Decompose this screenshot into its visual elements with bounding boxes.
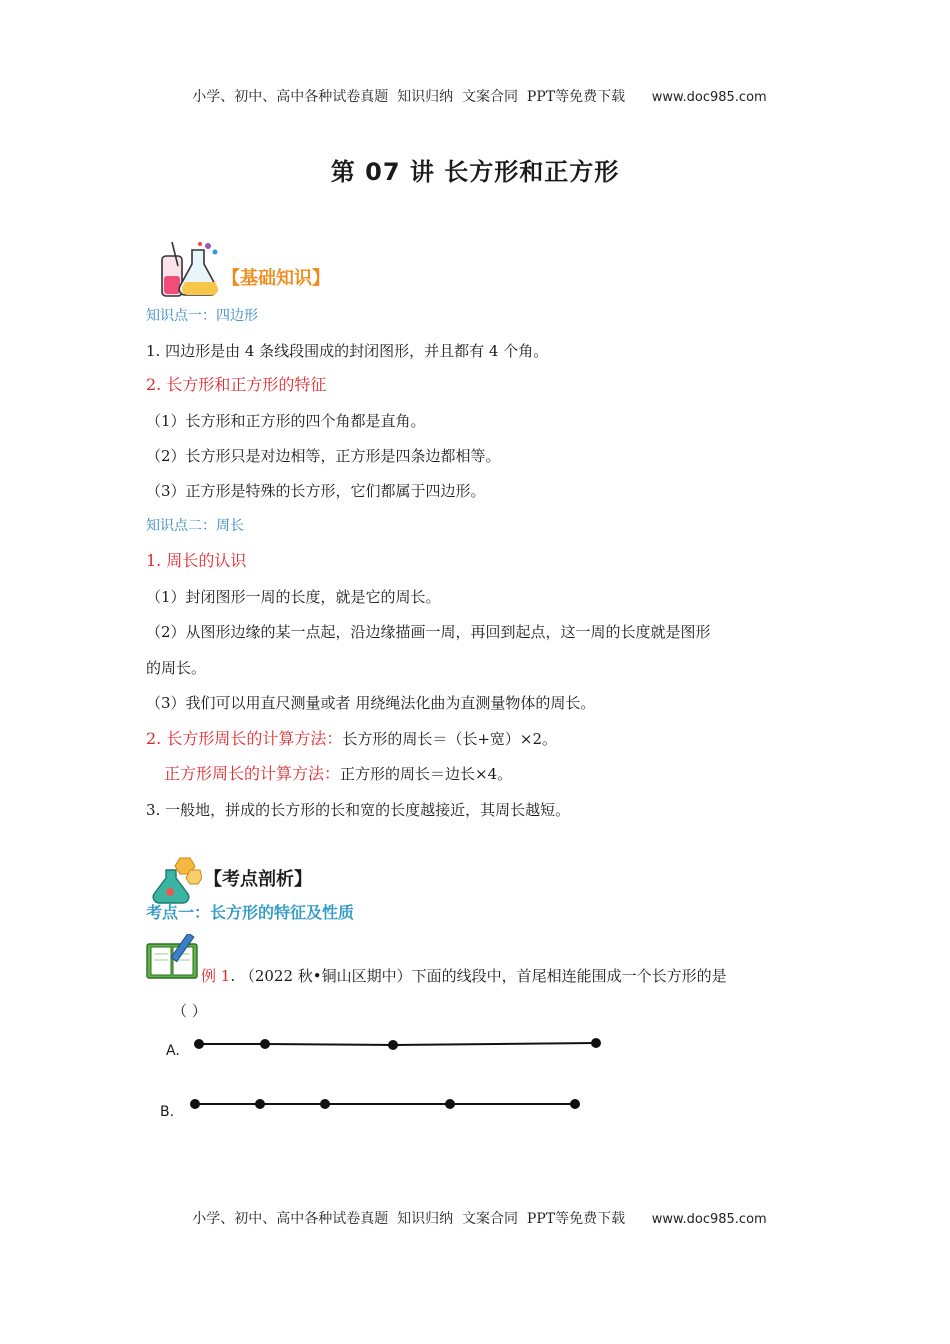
kp1-subtitle: 2. 长方形和正方形的特征 — [146, 375, 327, 394]
rect-perimeter-label: 2. 长方形周长的计算方法： — [146, 729, 343, 748]
option-b-point — [320, 1099, 330, 1109]
kp1-line1: 1. 四边形是由 4 条线段围成的封闭图形，并且都有 4 个角。 — [146, 342, 549, 360]
kp2-subtitle: 1. 周长的认识 — [146, 551, 247, 570]
option-b-point — [570, 1099, 580, 1109]
option-b-point — [190, 1099, 200, 1109]
kp2-label: 知识点二：周长 — [146, 518, 244, 534]
header-text: 小学、初中、高中各种试卷真题 知识归纳 文案合同 PPT等免费下载 — [192, 89, 626, 105]
kp1-item: （1）长方形和正方形的四个角都是直角。 — [146, 412, 426, 430]
kp2-item: （1）封闭图形一周的长度，就是它的周长。 — [146, 588, 441, 606]
page-footer — [0, 1192, 950, 1228]
kp1-item: （2）长方形只是对边相等，正方形是四条边都相等。 — [146, 447, 501, 465]
kp2-line3: 3. 一般地，拼成的长方形的长和宽的长度越接近，其周长越短。 — [146, 801, 571, 819]
kp2-item: （2）从图形边缘的某一点起，沿边缘描画一周，再回到起点，这一周的长度就是图形 — [146, 623, 711, 641]
footer-url[interactable]: www.doc985.com — [651, 1212, 767, 1227]
kp1-label: 知识点一：四边形 — [146, 308, 258, 324]
option-b-point — [255, 1099, 265, 1109]
footer-text: 小学、初中、高中各种试卷真题 知识归纳 文案合同 PPT等免费下载 — [192, 1211, 626, 1227]
square-perimeter-label: 正方形周长的计算方法： — [164, 764, 341, 783]
option-a-point — [591, 1038, 601, 1048]
option-a-point — [194, 1039, 204, 1049]
option-b-label[interactable]: B. — [160, 1104, 175, 1120]
page-title: 第 07 讲 长方形和正方形 — [330, 158, 620, 186]
analysis-heading: 【考点剖析】 — [204, 869, 312, 890]
kp2-item: 的周长。 — [146, 659, 207, 677]
point1-title: 考点一：长方形的特征及性质 — [146, 903, 355, 922]
header-url[interactable]: www.doc985.com — [651, 90, 767, 105]
option-a-point — [388, 1040, 398, 1050]
rect-perimeter-formula: 长方形的周长＝（长+宽）×2。 — [342, 730, 558, 748]
option-a-label[interactable]: A. — [166, 1043, 180, 1059]
option-a-point — [260, 1039, 270, 1049]
basics-heading: 【基础知识】 — [222, 268, 330, 289]
kp1-item: （3）正方形是特殊的长方形，它们都属于四边形。 — [146, 482, 486, 500]
answer-blank[interactable]: （ ） — [172, 1002, 207, 1020]
example-text: . （2022 秋•铜山区期中）下面的线段中，首尾相连能围成一个长方形的是 — [230, 967, 727, 985]
example-label: 例 1 — [201, 967, 231, 985]
square-perimeter-formula: 正方形的周长＝边长×4。 — [340, 765, 513, 783]
kp2-item: （3）我们可以用直尺测量或者 用绕绳法化曲为直测量物体的周长。 — [146, 694, 596, 712]
option-b-point — [445, 1099, 455, 1109]
